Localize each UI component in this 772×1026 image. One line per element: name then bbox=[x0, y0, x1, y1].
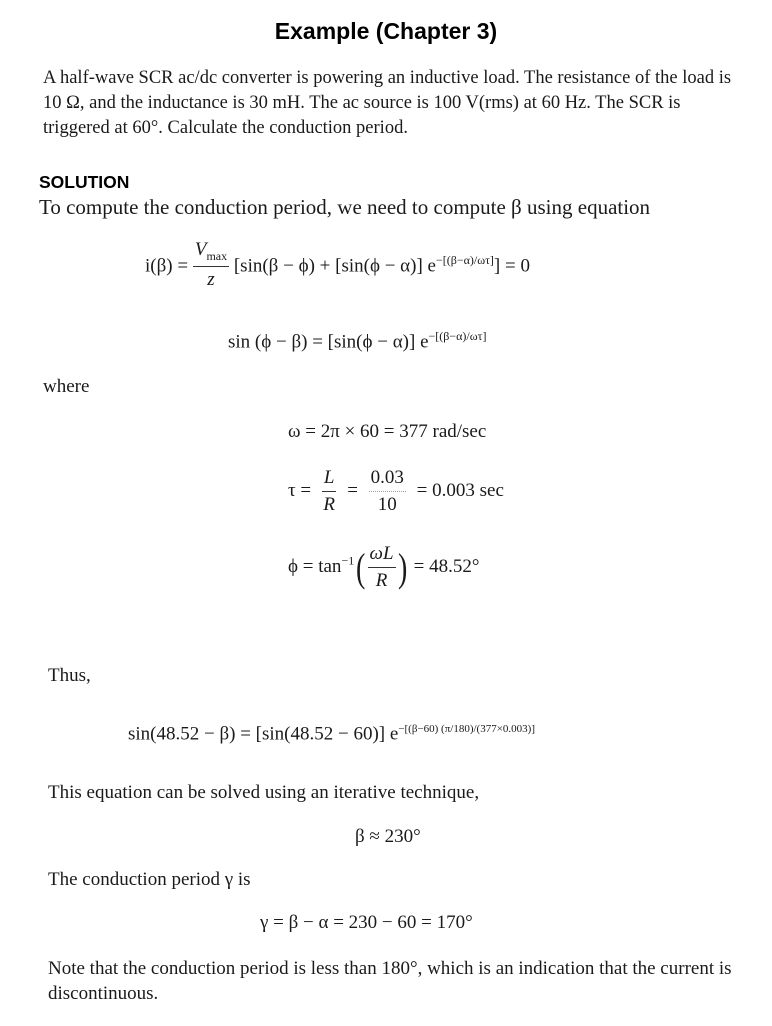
note-text: Note that the conduction period is less than 180°, which is an indication that the current is discontinuous. bbox=[48, 958, 732, 1004]
solution-intro: To compute the conduction period, we need to compute β using equation bbox=[39, 195, 651, 219]
equation-sin: sin (ϕ − β) = [sin(ϕ − α)] $e^{-[(\beta-\alpha)/\omega\tau]}$ bbox=[228, 329, 487, 353]
iterative-text: This equation can be solved using an iterative technique, bbox=[48, 782, 480, 803]
equation-tau: τ = $\frac{L}{R}$ = $\frac{0.03}{10}$ = 0.003 sec bbox=[288, 467, 504, 515]
solution-heading: SOLUTION bbox=[39, 172, 130, 192]
equation-omega: ω = 2π × 60 = 377 rad/sec bbox=[288, 421, 487, 442]
beta-result: β ≈ 230° bbox=[355, 826, 421, 847]
problem-statement: A half-wave SCR ac/dc converter is powering an inductive load. The resistance of the load is 10 Ω, and the inductance is 30 mH. The ac source is 100 V(rms) at 60 Hz. The SCR is triggered at 60°. Calculate the conduction period. bbox=[43, 68, 732, 138]
equation-phi: $\phi = \tan^{-1}$( $\frac{\omega L}{R}$ ) = 48.52° bbox=[288, 543, 480, 591]
conduction-period-label: The conduction period γ is bbox=[48, 869, 251, 890]
page-title: Example (Chapter 3) bbox=[274, 18, 498, 44]
thus-label: Thus, bbox=[48, 665, 91, 686]
equation-numeric: sin(48.52 − β) = [sin(48.52 − 60)] $e^{-[(\beta-60) (\pi/180)/(377\times 0.003)]}$ bbox=[128, 723, 535, 745]
equation-current: i(β) = $\frac{V_{max}}{z}$ [sin(β − ϕ) + [sin(ϕ − α)] $e^{-[(\beta-\alpha)/\omega\tau]}] = 0$ bbox=[145, 239, 530, 290]
gamma-result: γ = β − α = 230 − 60 = 170° bbox=[260, 912, 473, 933]
where-label: where bbox=[43, 376, 90, 397]
